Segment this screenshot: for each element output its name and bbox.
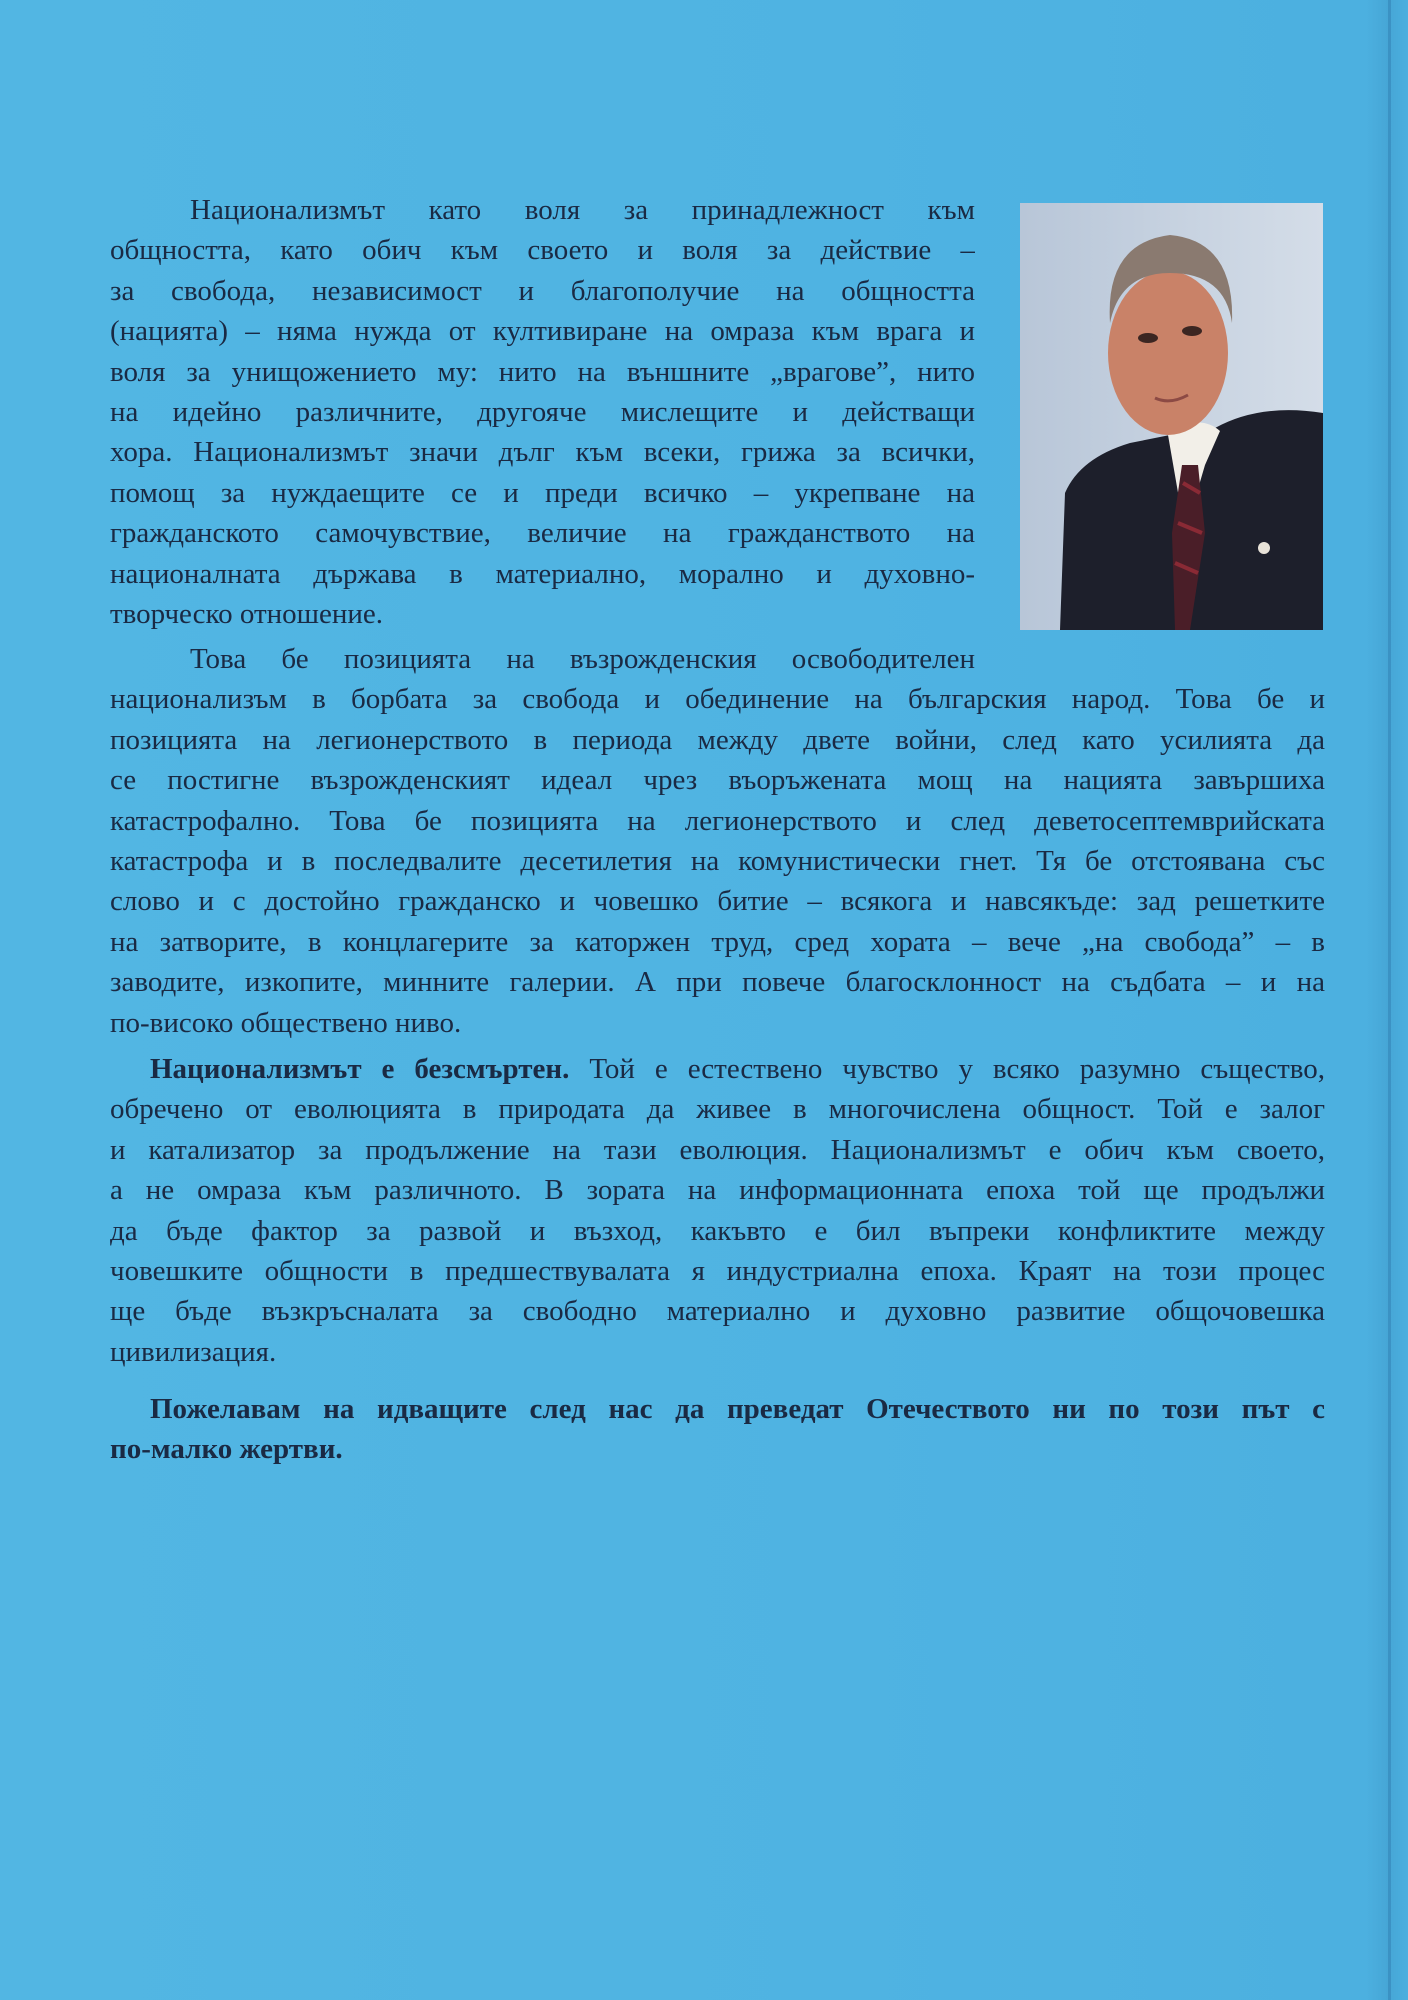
text-line: по-високо обществено ниво. bbox=[110, 1006, 462, 1039]
spine-shadow bbox=[1388, 0, 1391, 2000]
text-line: общността, като обич към своето и воля за действие – bbox=[110, 234, 975, 267]
text-line: за свобода, независимост и благополучие на общността bbox=[110, 274, 975, 307]
text-line: човешките общности в предшествувалата я индустриална епоха. Краят на този процес bbox=[110, 1254, 1325, 1287]
text-line: да бъде фактор за развой и възход, какъвто е бил въпреки конфликтите между bbox=[110, 1214, 1325, 1247]
text-line: хора. Национализмът значи дълг към всеки, грижа за всички, bbox=[110, 436, 975, 469]
text-line: катастрофа и в последвалите десетилетия на комунистически гнет. Тя бе отстоявана със bbox=[110, 844, 1325, 877]
text-line: позицията на легионерството в периода между двете войни, след като усилията да bbox=[110, 723, 1325, 756]
text-line: творческо отношение. bbox=[110, 597, 384, 630]
text-line: на идейно различните, другояче мислещите и действащи bbox=[110, 395, 975, 428]
closing-wish bbox=[110, 1389, 1325, 1470]
text-line: гражданското самочувствие, величие на гражданството на bbox=[110, 517, 975, 550]
author-portrait-photo bbox=[1020, 203, 1323, 630]
text-line: Пожелавам на идващите след нас да преведат Отечеството ни по този път с bbox=[150, 1393, 1325, 1425]
bold-lead: Национализмът е безсмъртен. bbox=[150, 1053, 570, 1085]
text-line: (нацията) – няма нужда от култивиране на омраза към врага и bbox=[110, 315, 975, 348]
text-line: воля за унищожението му: нито на външните „врагове”, нито bbox=[110, 355, 975, 388]
text-line: помощ за нуждаещите се и преди всичко – укрепване на bbox=[110, 476, 975, 509]
text-line: обречено от еволюцията в природата да живее в многочислена общност. Той е залог bbox=[110, 1093, 1325, 1126]
paragraph-1 bbox=[110, 190, 975, 634]
text-line: Това бе позицията на възрожденския освободителен bbox=[190, 643, 975, 675]
paragraph-2 bbox=[110, 639, 1325, 1043]
text-line: ще бъде възкръсналата за свободно материално и духовно развитие общочовешка bbox=[110, 1295, 1325, 1328]
paragraph-3 bbox=[110, 1049, 1325, 1372]
text-line: заводите, изкопите, минните галерии. А при повече благосклонност на съдбата – и на bbox=[110, 966, 1325, 999]
text-line: национализъм в борбата за свобода и обединение на българския народ. Това бе и bbox=[110, 683, 1325, 716]
text-line: националната държава в материално, морално и духовно- bbox=[110, 557, 975, 590]
text-span: Той е естествено чувство у всяко разумно същество, bbox=[569, 1053, 1325, 1085]
text-line: катастрофално. Това бе позицията на легионерството и след деветосептемврийската bbox=[110, 804, 1325, 837]
text-line bbox=[110, 1049, 1325, 1089]
text-line: слово и с достойно гражданско и човешко битие – всякога и навсякъде: зад решетките bbox=[110, 885, 1325, 918]
text-line: по-малко жертви. bbox=[110, 1433, 343, 1466]
text-line: и катализатор за продължение на тази еволюция. Национализмът е обич към своето, bbox=[110, 1133, 1325, 1166]
text-line: Национализмът като воля за принадлежност към bbox=[190, 194, 975, 226]
text-line: а не омраза към различното. В зората на информационната епоха той ще продължи bbox=[110, 1174, 1325, 1207]
text-line: на затворите, в концлагерите за каторжен труд, сред хората – вече „на свобода” – в bbox=[110, 925, 1325, 958]
text-line: се постигне възрожденският идеал чрез въоръжената мощ на нацията завършиха bbox=[110, 764, 1325, 797]
text-line: цивилизация. bbox=[110, 1335, 277, 1368]
